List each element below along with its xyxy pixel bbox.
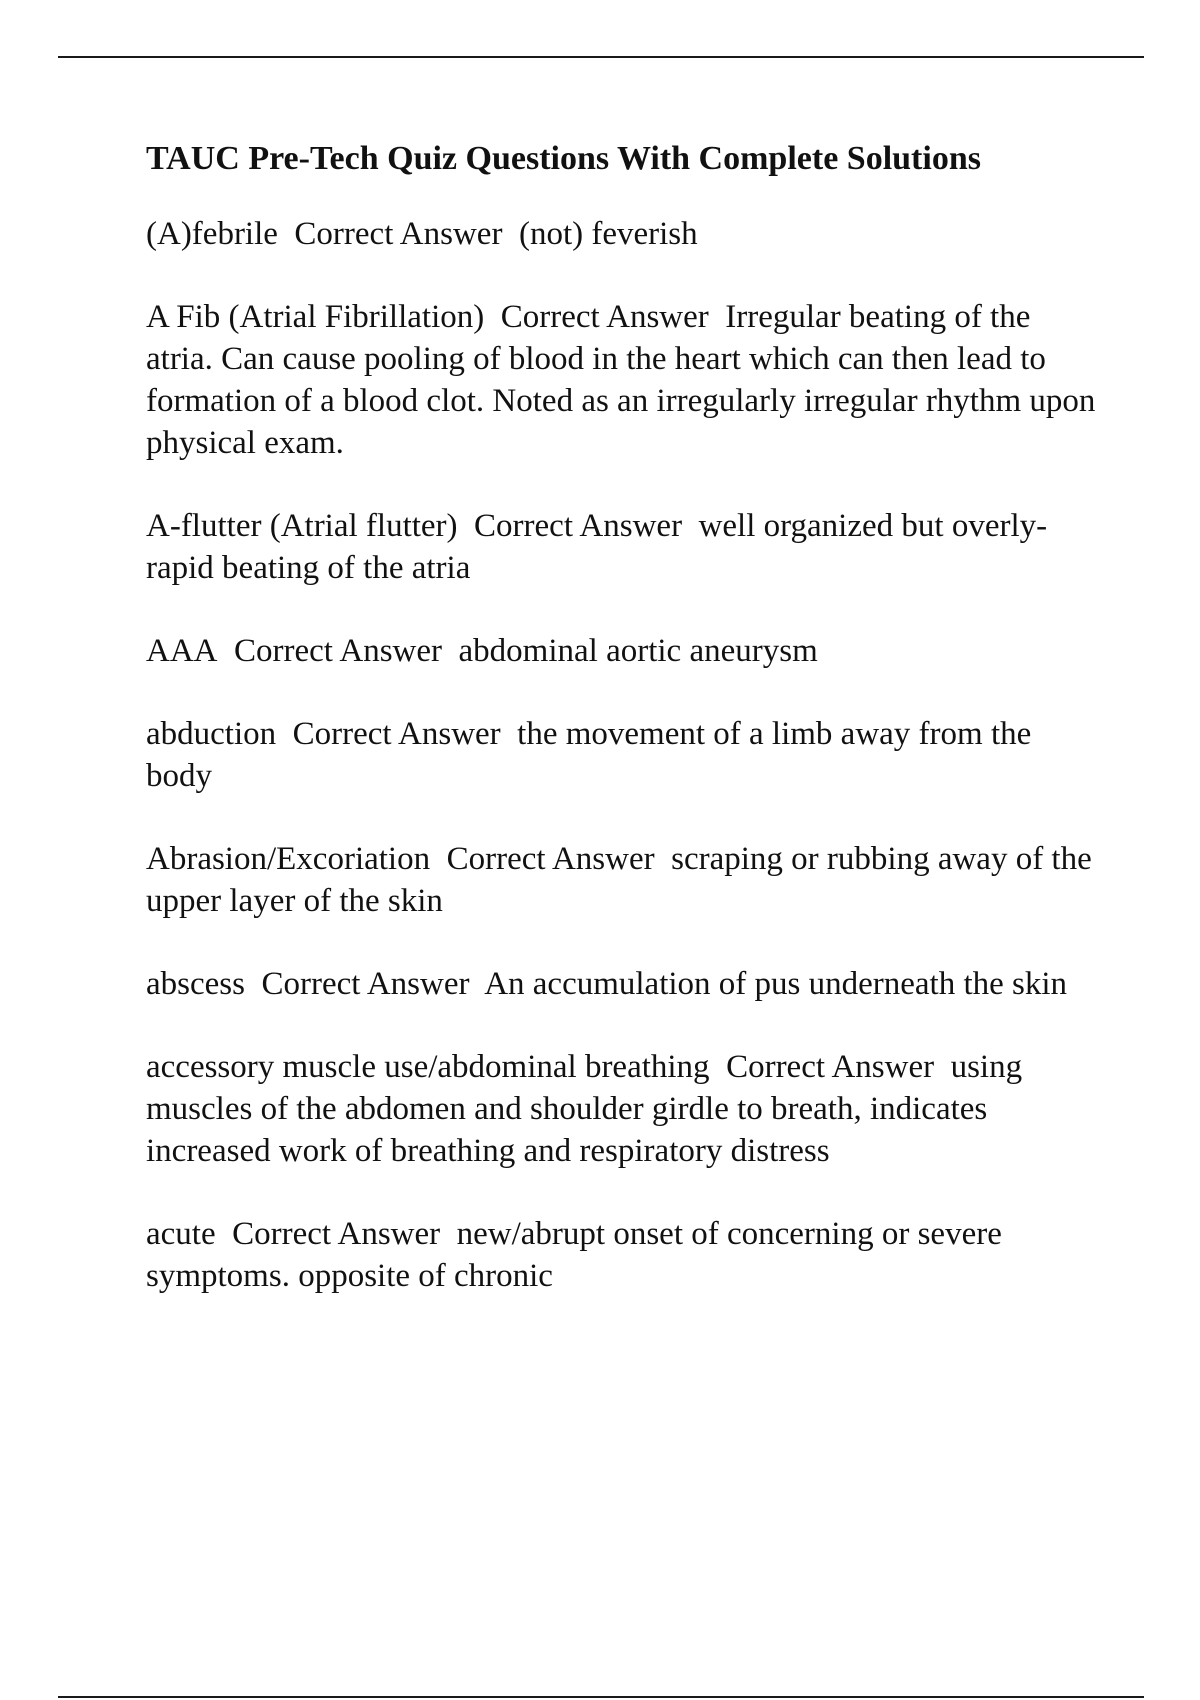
entry-answer: new/abrupt onset of concerning or severe symptoms. opposite of chronic <box>146 1216 1011 1294</box>
entry-label: Correct Answer <box>474 508 683 544</box>
entry <box>146 838 1100 922</box>
entry-answer: scraping or rubbing away of the upper layer of the skin <box>146 841 1100 919</box>
entry-label: Correct Answer <box>294 216 503 252</box>
entry-term: A Fib (Atrial Fibrillation) <box>146 299 485 335</box>
document-title: TAUC Pre-Tech Quiz Questions With Complete Solutions <box>146 140 981 177</box>
entry-label: Correct Answer <box>726 1049 935 1085</box>
entry-label: Correct Answer <box>500 299 709 335</box>
entry <box>146 213 1096 255</box>
entry-term: (A)febrile <box>146 216 278 252</box>
entry-answer: abdominal aortic aneurysm <box>458 633 818 669</box>
entry <box>146 1046 1096 1172</box>
entry-term: A-flutter (Atrial flutter) <box>146 508 458 544</box>
entry-term: accessory muscle use/abdominal breathing <box>146 1049 710 1085</box>
entry-term: Abrasion/Excoriation <box>146 841 431 877</box>
entry-label: Correct Answer <box>292 716 501 752</box>
document-body <box>146 138 1104 1338</box>
entry-label: Correct Answer <box>234 633 443 669</box>
entry-answer: well organized but overly-rapid beating of the atria <box>146 508 1048 586</box>
bottom-rule <box>58 1696 1144 1698</box>
entry <box>146 963 1096 1005</box>
entry-label: Correct Answer <box>446 841 655 877</box>
entry-term: abduction <box>146 716 277 752</box>
entry-answer: using muscles of the abdomen and shoulder girdle to breath, indicates increased work of breathing and respiratory distress <box>146 1049 1031 1169</box>
entry <box>146 630 1096 672</box>
entry <box>146 713 1096 797</box>
entry-label: Correct Answer <box>232 1216 441 1252</box>
entry <box>146 296 1104 464</box>
entry-answer: Irregular beating of the atria. Can cause pooling of blood in the heart which can then lead to formation of a blood clot. Noted as an irregularly irregular rhythm upon physical exam. <box>146 299 1104 461</box>
entry <box>146 1213 1096 1297</box>
entry-term: AAA <box>146 633 218 669</box>
entry-label: Correct Answer <box>261 966 470 1002</box>
entry <box>146 505 1096 589</box>
entry-term: acute <box>146 1216 216 1252</box>
entry-term: abscess <box>146 966 245 1002</box>
entry-answer: An accumulation of pus underneath the skin <box>484 966 1068 1002</box>
entry-answer: (not) feverish <box>518 216 698 252</box>
entry-answer: the movement of a limb away from the body <box>146 716 1040 794</box>
top-rule <box>58 56 1144 58</box>
